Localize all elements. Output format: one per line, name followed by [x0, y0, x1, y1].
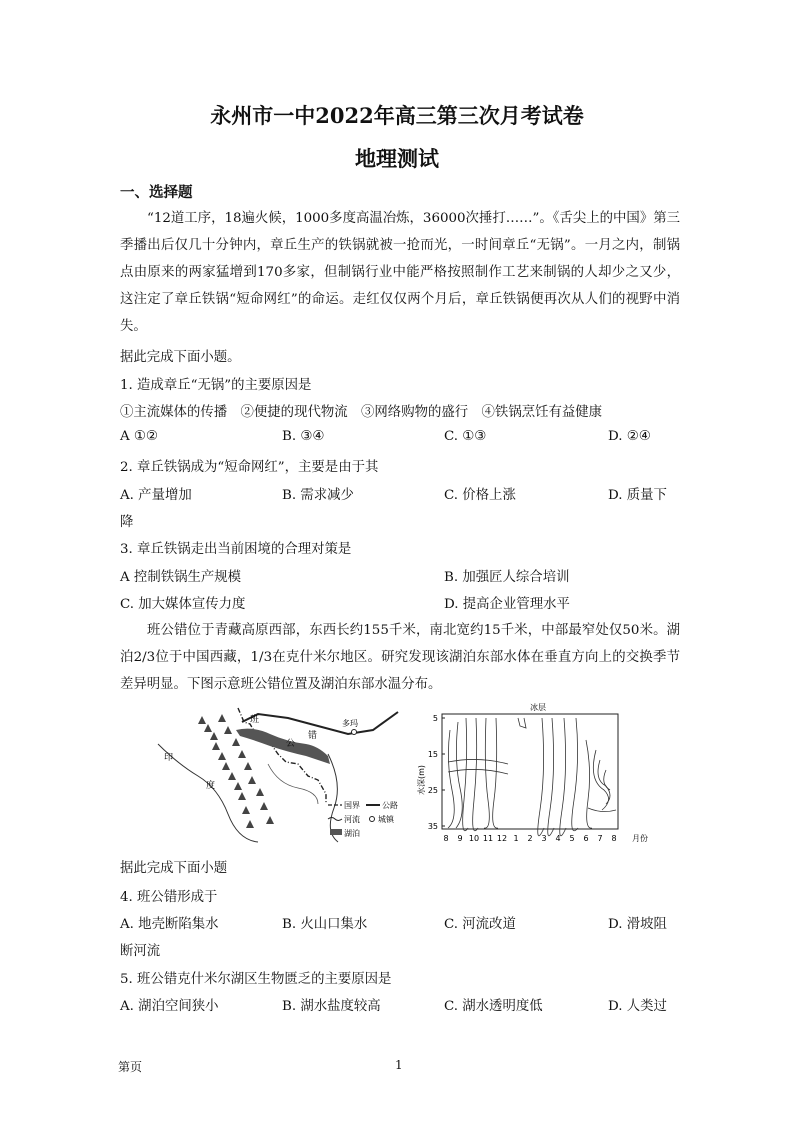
- q1-options: [120, 429, 680, 449]
- q2-stem: 2. 章丘铁锅成为“短命网红”，主要是由于其: [120, 460, 379, 475]
- q4-option-b[interactable]: B. 火山口集水: [282, 917, 368, 932]
- legend-road: 公路: [382, 801, 398, 810]
- x-tick-label: 11: [482, 834, 494, 843]
- q2-option-b[interactable]: B. 需求减少: [282, 488, 354, 503]
- legend-lake: 湖泊: [344, 829, 360, 838]
- q5-option-b[interactable]: B. 湖水盐度较高: [282, 999, 381, 1014]
- x-tick-label: 12: [496, 834, 508, 843]
- x-tick-label: 4: [555, 834, 561, 843]
- map-label-du: 度: [206, 781, 216, 791]
- q2-options: [120, 484, 680, 504]
- location-map: [158, 704, 420, 844]
- q2-option-d[interactable]: D. 质量下: [608, 488, 667, 503]
- passage-2-text: 班公错位于青藏高原西部，东西长约155千米，南北宽约15千米，中部最窄处仅50米。湖泊2/3位于中国西藏，1/3在克什米尔地区。研究发现该湖泊东部水体在垂直方向上的交换季节差异明显。下图示意班公错位置及湖泊东部水温分布。: [120, 623, 680, 692]
- x-axis-unit: 月份: [632, 834, 648, 843]
- x-tick-label: 6: [583, 834, 589, 843]
- q2-option-d-continued: 降: [120, 515, 134, 530]
- q4-option-d-continued: 断河流: [120, 944, 161, 959]
- passage-2: [120, 617, 680, 698]
- section-heading: 一、选择题: [120, 184, 193, 201]
- legend-town: 城镇: [378, 815, 394, 824]
- q1-items: ①主流媒体的传播 ②便捷的现代物流 ③网络购物的盛行 ④铁锅烹饪有益健康: [120, 405, 603, 420]
- legend-river: 河流: [344, 815, 360, 824]
- map-label-gong: 公: [286, 739, 296, 749]
- ice-layer-label: 冰层: [530, 703, 546, 712]
- q4-option-c[interactable]: C. 河流改道: [444, 917, 516, 932]
- q2-option-c[interactable]: C. 价格上涨: [444, 488, 516, 503]
- q3-option-c[interactable]: C. 加大媒体宣传力度: [120, 597, 246, 612]
- footer-page-label: 第页: [118, 1060, 143, 1074]
- x-tick-label: 7: [597, 834, 603, 843]
- q4-option-d[interactable]: D. 滑坡阻: [608, 917, 667, 932]
- q4-stem: 4. 班公错形成于: [120, 890, 218, 905]
- y-tick-label: 35: [427, 822, 438, 831]
- q3-options-row2: [120, 593, 680, 613]
- q4-option-a[interactable]: A. 地壳断陷集水: [120, 917, 219, 932]
- instruction-2: 据此完成下面小题: [120, 861, 228, 876]
- x-tick-label: 2: [527, 834, 533, 843]
- q2-option-a[interactable]: A. 产量增加: [120, 488, 192, 503]
- exam-subtitle: 地理测试: [355, 146, 439, 171]
- q3-option-b[interactable]: B. 加强匠人综合培训: [444, 570, 570, 585]
- legend-border: 国界: [344, 801, 360, 810]
- x-tick-label: 5: [569, 834, 575, 843]
- footer-page-number: 1: [395, 1058, 403, 1072]
- q4-options: [120, 913, 680, 933]
- q1-option-d[interactable]: D. ②④: [608, 429, 651, 444]
- x-tick-label: 1: [513, 834, 519, 843]
- q5-options: [120, 995, 680, 1015]
- q3-option-d[interactable]: D. 提高企业管理水平: [444, 597, 570, 612]
- exam-title: 永州市一中2022年高三第三次月考试卷: [210, 103, 584, 128]
- passage-1-text: “12道工序，18遍火候，1000多度高温冶炼，36000次捶打……”。《舌尖上的中国》第三季播出后仅几十分钟内，章丘生产的铁锅就被一抢而光，一时间章丘“无锅”。一月之内，制锅点由原来的两家猛增到170多家，但制锅行业中能严格按照制作工艺来制锅的人却少之又少，这注定了章丘铁锅“短命网红”的命运。走红仅仅两个月后，章丘铁锅便再次从人们的视野中消失。: [120, 211, 680, 334]
- x-tick-label: 10: [468, 834, 480, 843]
- q5-option-c[interactable]: C. 湖水透明度低: [444, 999, 543, 1014]
- q1-option-c[interactable]: C. ①③: [444, 429, 487, 444]
- map-label-yin: 印: [164, 753, 174, 763]
- q5-option-d[interactable]: D. 人类过: [608, 999, 667, 1014]
- q1-option-b[interactable]: B. ③④: [282, 429, 325, 444]
- instruction-1: 据此完成下面小题。: [120, 350, 241, 365]
- x-tick-label: 3: [541, 834, 547, 843]
- x-tick-label: 9: [457, 834, 463, 843]
- map-label-duoma: 多玛: [342, 719, 358, 728]
- x-tick-label: 8: [443, 834, 449, 843]
- map-label-cuo: 错: [308, 731, 318, 741]
- q3-options-row1: [120, 566, 680, 586]
- y-tick-label: 5: [432, 714, 438, 723]
- q3-option-a[interactable]: A 控制铁锅生产规模: [120, 570, 242, 585]
- y-tick-label: 25: [427, 786, 438, 795]
- x-tick-label: 8: [611, 834, 617, 843]
- q5-option-a[interactable]: A. 湖泊空间狭小: [120, 999, 219, 1014]
- y-axis-label: 水深(m): [417, 764, 426, 796]
- town-marker: [352, 730, 357, 735]
- q1-stem: 1. 造成章丘“无锅”的主要原因是: [120, 378, 312, 393]
- q5-stem: 5. 班公错克什米尔湖区生物匮乏的主要原因是: [120, 972, 392, 987]
- q3-stem: 3. 章丘铁锅走出当前困境的合理对策是: [120, 542, 352, 557]
- q1-option-a[interactable]: A ①②: [120, 429, 158, 444]
- passage-1: [120, 205, 680, 340]
- map-label-ban: 班: [250, 715, 260, 725]
- water-temperature-chart: [418, 700, 648, 848]
- y-tick-label: 15: [427, 750, 438, 759]
